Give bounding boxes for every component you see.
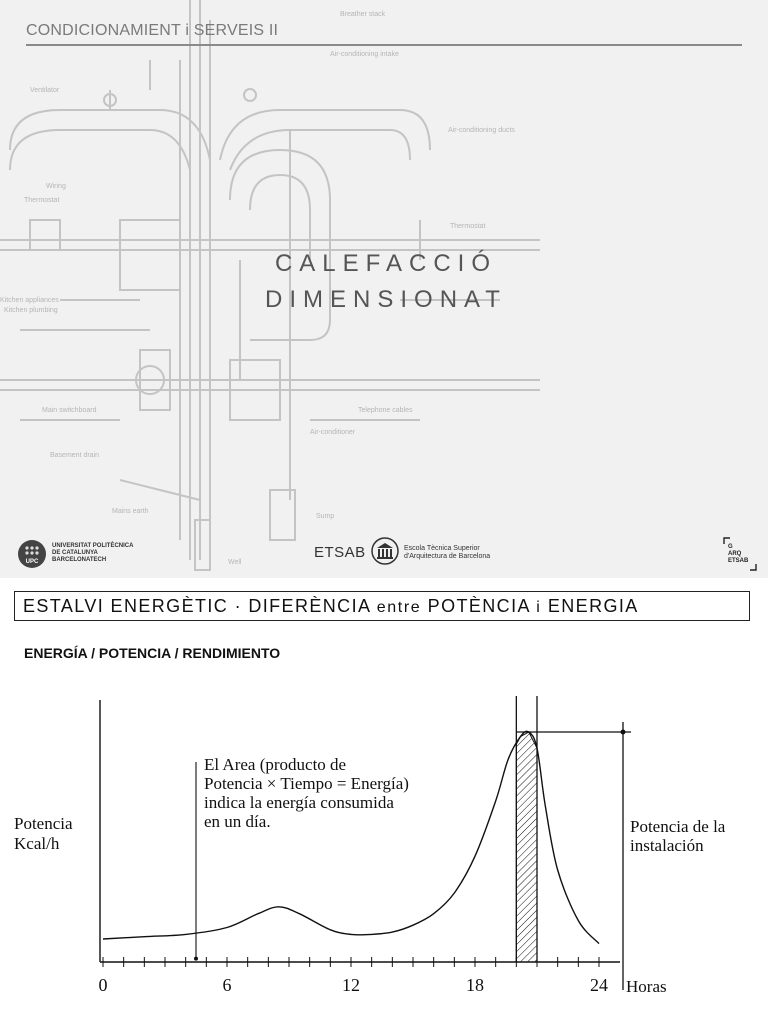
garq-logo-line: ARQ xyxy=(728,551,742,557)
drawing-label: Basement drain xyxy=(50,452,100,459)
x-axis-label: Horas xyxy=(626,977,667,996)
chart-annotation: El Area (producto de xyxy=(204,755,347,774)
header-rule xyxy=(26,44,742,46)
upc-logo xyxy=(18,540,168,570)
upc-mark-text: UPC xyxy=(25,559,39,565)
drawing-label: Ventilator xyxy=(30,87,60,94)
y-axis-label: Kcal/h xyxy=(14,834,60,853)
x-tick-label: 12 xyxy=(342,975,360,995)
etsab-wordmark: ETSAB xyxy=(314,544,366,561)
chart-annotation: indica la energía consumida xyxy=(204,793,394,812)
x-tick-label: 24 xyxy=(590,975,608,995)
banner-part: i xyxy=(536,599,542,616)
upc-logo-text xyxy=(52,543,182,564)
upc-logo-line: UNIVERSITAT POLITÈCNICA xyxy=(52,543,134,549)
drawing-label: Thermostat xyxy=(450,223,486,230)
drawing-label: Well xyxy=(228,559,242,566)
annotation-point xyxy=(194,957,198,961)
etsab-logo-text xyxy=(404,545,544,561)
installed-power-label: Potencia de la xyxy=(630,817,726,836)
etsab-logo-line: d'Arquitectura de Barcelona xyxy=(404,553,491,560)
chart-annotation: en un día. xyxy=(204,812,271,831)
section-subtitle: ENERGÍA / POTENCIA / RENDIMIENTO xyxy=(24,645,281,661)
etsab-emblem-icon xyxy=(370,536,400,566)
garq-logo-line: G xyxy=(728,544,733,550)
y-axis-label: Potencia xyxy=(14,814,73,833)
garq-logo xyxy=(722,536,758,572)
drawing-label: Wiring xyxy=(46,183,66,190)
drawing-label: Telephone cables xyxy=(358,407,413,414)
banner-part: ESTALVI ENERGÈTIC · DIFERÈNCIA xyxy=(23,596,377,616)
x-tick-label: 6 xyxy=(222,975,232,995)
banner-part: POTÈNCIA xyxy=(421,596,537,616)
peak-energy-band xyxy=(516,732,537,962)
slide-title-line1: CALEFACCIÓ xyxy=(274,250,498,277)
banner-part: entre xyxy=(376,599,422,616)
upc-logo-line: DE CATALUNYA xyxy=(52,550,98,556)
banner-part: ENERGIA xyxy=(541,596,639,616)
drawing-label: Mains earth xyxy=(112,508,149,515)
drawing-label: Main switchboard xyxy=(42,407,97,414)
etsab-logo xyxy=(314,536,534,572)
drawing-label: Kitchen plumbing xyxy=(4,307,58,314)
upc-logo-line: BARCELONATECH xyxy=(52,557,107,563)
garq-logo-text xyxy=(728,544,748,565)
slide-title-line2: DIMENSIONAT xyxy=(265,286,507,313)
chart-annotation: Potencia × Tiempo = Energía) xyxy=(204,774,409,793)
drawing-label: Kitchen appliances xyxy=(0,297,59,304)
x-tick-label: 0 xyxy=(98,975,108,995)
drawing-label: Air-conditioner xyxy=(310,429,356,436)
installed-power-label: instalación xyxy=(630,836,704,855)
drawing-label: Breather stack xyxy=(340,11,386,18)
drawing-label: Air-conditioning ducts xyxy=(448,127,515,134)
etsab-logo-line: Escola Tècnica Superior xyxy=(404,545,480,552)
drawing-label: Thermostat xyxy=(24,197,60,204)
installed-power-point xyxy=(621,730,626,735)
section-banner xyxy=(14,591,750,621)
drawing-label: Air-conditioning intake xyxy=(330,51,399,58)
garq-logo-line: ETSAB xyxy=(728,558,749,564)
upc-emblem-icon xyxy=(18,540,46,568)
x-tick-label: 18 xyxy=(466,975,484,995)
drawing-label: Sump xyxy=(316,513,335,520)
power-energy-chart xyxy=(0,690,768,1024)
course-header: CONDICIONAMIENT i SERVEIS II xyxy=(26,22,279,39)
